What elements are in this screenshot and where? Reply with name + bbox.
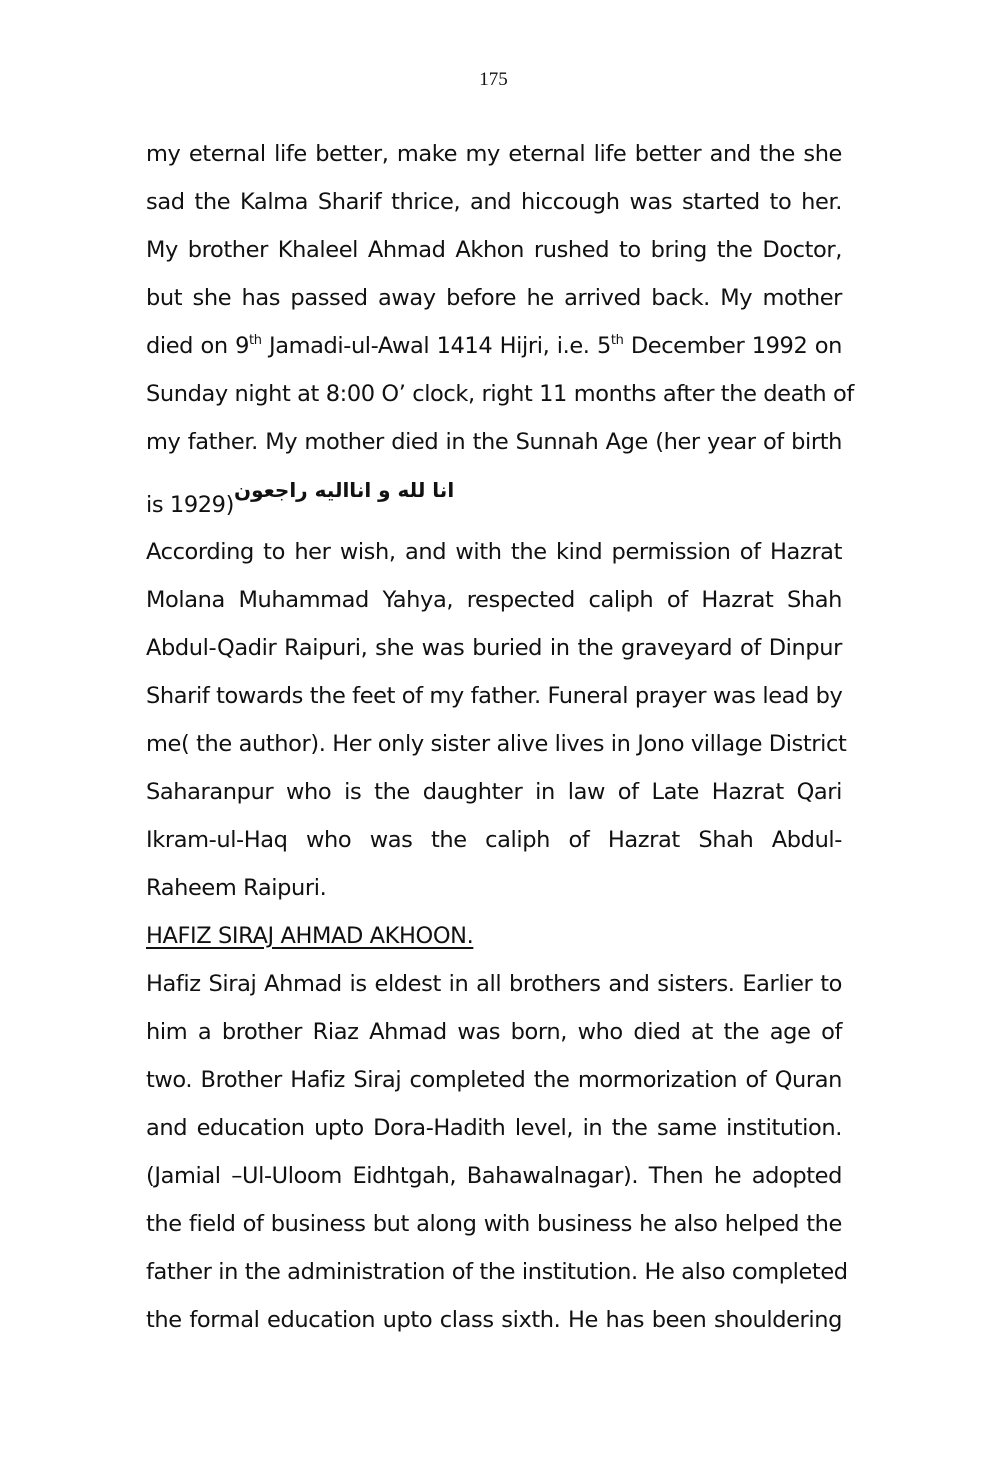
text-line: him a brother Riaz Ahmad was born, who died at the age of xyxy=(146,1019,842,1045)
text-line: Sunday night at 8:00 O’ clock, right 11 months after the death of xyxy=(146,381,854,407)
text-line: two. Brother Hafiz Siraj completed the mormorization of Quran xyxy=(146,1067,842,1093)
text-line: Molana Muhammad Yahya, respected caliph of Hazrat Shah xyxy=(146,587,842,613)
text-fragment: Jamadi-ul-Awal 1414 Hijri, i.e. 5 xyxy=(261,333,611,359)
arabic-phrase: انا لله و انااليه راجعون xyxy=(234,478,455,502)
text-line: the field of business but along with business he also helped the xyxy=(146,1211,842,1237)
text-line: and education upto Dora-Hadith level, in the same institution. xyxy=(146,1115,842,1141)
text-line: me( the author). Her only sister alive lives in Jono village District xyxy=(146,731,847,757)
text-line: my father. My mother died in the Sunnah Age (her year of birth xyxy=(146,429,842,455)
text-line: Hafiz Siraj Ahmad is eldest in all brothers and sisters. Earlier to xyxy=(146,971,842,997)
page-number: 175 xyxy=(479,69,508,90)
text-line-with-arabic xyxy=(146,466,842,528)
text-line: Ikram-ul-Haq who was the caliph of Hazrat Shah Abdul- xyxy=(146,827,842,853)
text-line: According to her wish, and with the kind permission of Hazrat xyxy=(146,539,842,565)
text-fragment: December 1992 on xyxy=(623,333,842,359)
ordinal-suffix: th xyxy=(610,333,624,348)
text-line: but she has passed away before he arrived back. My mother xyxy=(146,285,842,311)
text-line: my eternal life better, make my eternal life better and the she xyxy=(146,141,842,167)
text-line: (Jamial –Ul-Uloom Eidhtgah, Bahawalnagar). Then he adopted xyxy=(146,1163,842,1189)
text-line: sad the Kalma Sharif thrice, and hiccough was started to her. xyxy=(146,189,842,215)
text-fragment: died on 9 xyxy=(146,333,250,359)
page-body xyxy=(146,130,854,1344)
ordinal-suffix: th xyxy=(249,333,262,348)
text-line: My brother Khaleel Ahmad Akhon rushed to bring the Doctor, xyxy=(146,237,842,263)
text-line: Raheem Raipuri. xyxy=(146,875,327,901)
text-line: Abdul-Qadir Raipuri, she was buried in the graveyard of Dinpur xyxy=(146,635,842,661)
text-line: Sharif towards the feet of my father. Funeral prayer was lead by xyxy=(146,683,843,709)
text-line: Saharanpur who is the daughter in law of Late Hazrat Qari xyxy=(146,779,842,805)
section-heading: HAFIZ SIRAJ AHMAD AKHOON. xyxy=(146,923,474,949)
text-line-with-dates xyxy=(146,322,842,370)
text-line: father in the administration of the institution. He also completed xyxy=(146,1259,848,1285)
text-line: the formal education upto class sixth. He has been shouldering xyxy=(146,1307,842,1333)
text-fragment: is 1929) xyxy=(146,492,234,518)
